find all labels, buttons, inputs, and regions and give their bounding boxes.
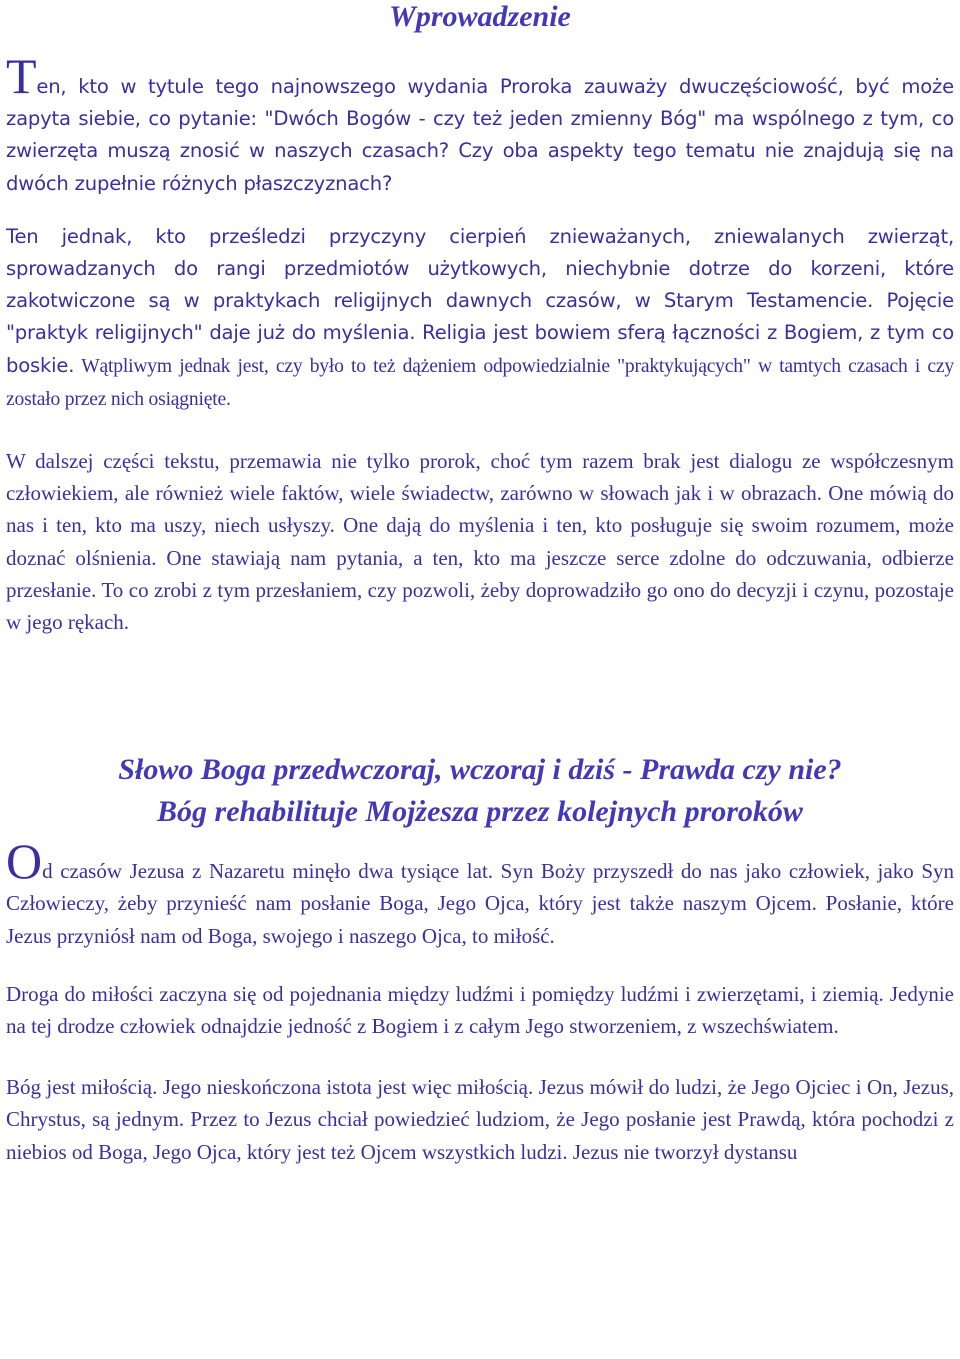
- paragraph-god-is-love: Bóg jest miłością. Jego nieskończona istota jest więc miłością. Jezus mówił do ludzi, że Jego Ojciec i On, Jezus, Chrystus, są jednym. Przez to Jezus chciał powiedzieć ludziom, że Jego posłanie jest Prawdą, która pochodzi z niebios od Boga, Jego Ojca, który jest też Ojcem wszystkich ludzi. Jezus nie tworzył dystansu: [6, 1075, 954, 1164]
- paragraph-causes-sans: Ten jednak, kto prześledzi przyczyny cierpień znieważanych, zniewalanych zwierząt, sprowadzanych do rangi przedmiotów użytkowych, niechybnie dotrze do korzeni, które zakotwiczone są w praktykach religijnych dawnych czasów, w Starym Testamencie. Pojęcie "praktyk religijnych" daje już do myślenia. Religia jest bowiem sferą łączności z Bogiem, z tym co boskie.: [6, 224, 954, 377]
- paragraph-jesus: [6, 833, 954, 952]
- paragraph-prophet: W dalszej części tekstu, przemawia nie tylko prorok, choć tym razem brak jest dialogu ze współczesnym człowiekiem, ale również wiele faktów, wiele świadectw, zarówno w słowach jak i w obrazach. One mówią do nas i ten, kto ma uszy, niech usłyszy. One dają do myślenia i ten, kto posługuje się swoim rozumem, może doznać olśnienia. One stawiają nam pytania, a ten, kto ma jeszcze serce zdolne do odczuwania, odbierze przesłanie. To co zrobi z tym przesłaniem, czy pozwoli, żeby doprowadziło go ono do decyzji i czynu, pozostaje w jego rękach.: [6, 449, 954, 635]
- intro-paragraph: [6, 48, 954, 200]
- section-heading-line1: Słowo Boga przedwczoraj, wczoraj i dziś - Prawda czy nie?: [118, 753, 842, 787]
- paragraph-causes-serif: Wątpliwym jednak jest, czy było to też dążeniem odpowiedzialnie "praktykujących" w tamtych czasach i czy zostało przez nich osiągnięte.: [6, 355, 954, 410]
- paragraph-jesus-text: d czasów Jezusa z Nazaretu minęło dwa tysiące lat. Syn Boży przyszedł do nas jako człowiek, jako Syn Człowieczy, żeby przynieść nam posłanie Boga, Jego Ojca, który jest także naszym Ojcem. Posłanie, które Jezus przyniósł nam od Boga, swojego i naszego Ojca, to miłość.: [6, 859, 954, 948]
- paragraph-causes: [6, 221, 954, 416]
- intro-text: en, kto w tytule tego najnowszego wydania Proroka zauważy dwuczęściowość, być może zapyta siebie, co pytanie: "Dwóch Bogów - czy też jeden zmienny Bóg" ma wspólnego z tym, co zwierzęta muszą znosić w naszych czasach? Czy oba aspekty tego tematu nie znajdują się na dwóch zupełnie różnych płaszczyznach?: [6, 75, 954, 195]
- page-title: Wprowadzenie: [389, 0, 571, 33]
- section-heading-line2: Bóg rehabilituje Mojżesza przez kolejnych proroków: [157, 795, 803, 829]
- section-heading: [6, 749, 954, 833]
- document-page: [6, 0, 954, 1168]
- paragraph-love-path: Droga do miłości zaczyna się od pojednania między ludźmi i pomiędzy ludźmi i zwierzętami, i ziemią. Jedynie na tej drodze człowiek odnajdzie jedność z Bogiem i z całym Jego stworzeniem, z wszechświatem.: [6, 981, 954, 1039]
- dropcap-o: O: [6, 833, 43, 890]
- dropcap-t: T: [6, 48, 37, 104]
